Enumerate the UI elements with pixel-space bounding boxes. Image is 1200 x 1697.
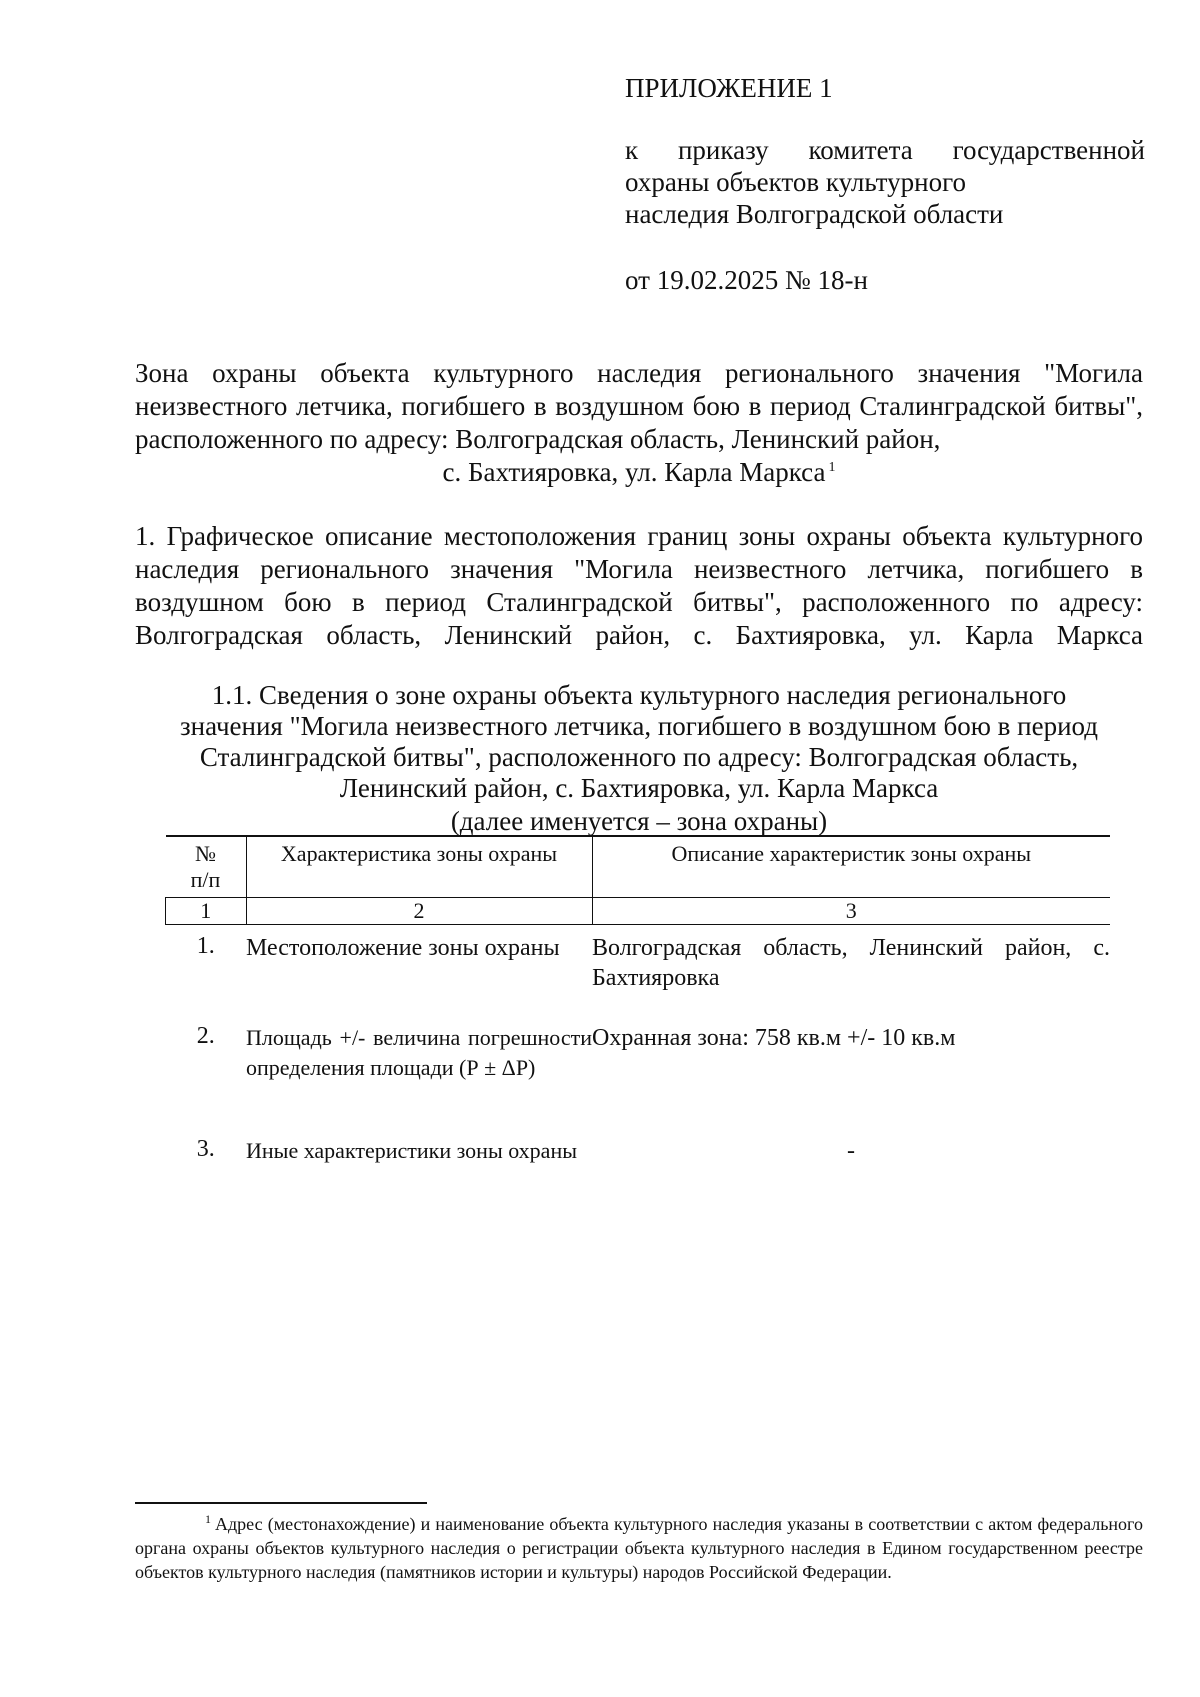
document-title-last-line (135, 456, 1143, 489)
row-description: Охранная зона: 758 кв.м +/- 10 кв.м (592, 1025, 956, 1051)
row-description: - (847, 1138, 855, 1164)
column-number-3: 3 (592, 898, 1110, 925)
header-characteristic: Характеристика зоны охраны (246, 836, 592, 898)
footnote (135, 1512, 1143, 1584)
subsection-1-1-definition: (далее именуется – зона охраны) (450, 806, 828, 836)
document-title-address-end: с. Бахтияровка, ул. Карла Маркса (442, 457, 826, 487)
footnote-text: Адрес (местонахождение) и наименование объекта культурного наследия указаны в соответствии с актом федерального органа охраны объектов культурного наследия о регистрации объекта культурного наследия в Едином государственном реестре объектов культурного наследия (памятников истории и культуры) народов Российской Федерации. (135, 1514, 1143, 1582)
appendix-header (625, 72, 1145, 296)
footnote-number: 1 (205, 1512, 211, 1526)
footnote-separator (135, 1502, 427, 1504)
table-row (166, 1128, 1111, 1166)
row-description: Волгоградская область, Ленинский район, с. Бахтияровка (592, 935, 1110, 991)
order-date-number: от 19.02.2025 № 18-н (625, 265, 868, 295)
protection-zone-table (165, 835, 1110, 1166)
row-number: 3. (196, 1136, 215, 1162)
order-reference-first-line: к приказу комитета государственной (625, 135, 1145, 165)
table-row (166, 1015, 1111, 1128)
column-number-row (166, 898, 1111, 925)
table-row (166, 925, 1111, 1016)
header-number: № п/п (166, 836, 247, 898)
column-number-1: 1 (166, 898, 247, 925)
row-characteristic: Площадь +/- величина погрешности определения площади (Р ± ΔР) (246, 1025, 592, 1080)
row-characteristic: Местоположение зоны охраны (246, 935, 560, 961)
table-header-row (166, 836, 1111, 898)
appendix-title: ПРИЛОЖЕНИЕ 1 (625, 73, 833, 103)
document-title (135, 357, 1143, 489)
column-number-2: 2 (246, 898, 592, 925)
footnote-reference-mark: 1 (828, 460, 836, 475)
row-number: 2. (196, 1023, 215, 1049)
header-description: Описание характеристик зоны охраны (592, 836, 1110, 898)
row-characteristic: Иные характеристики зоны охраны (246, 1138, 577, 1163)
order-reference-issuer: охраны объектов культурного наследия Волгоградской области (625, 167, 1004, 229)
subsection-1-1-heading: 1.1. Сведения о зоне охраны объекта культурного наследия регионального значения "Могила неизвестного летчика, погибшего в воздушном бою в период Сталинградской битвы", расположенного по адресу: Волгоградская область, Ленинский район, с. Бахтияровка, ул. Карла Маркса (179, 680, 1099, 803)
section-1-paragraph: 1. Графическое описание местоположения границ зоны охраны объекта культурного наследия регионального значения "Могила неизвестного летчика, погибшего в воздушном бою в период Сталинградской битвы", расположенного по адресу: Волгоградская область, Ленинский район, с. Бахтияровка, ул. Карла Маркса (135, 521, 1143, 650)
document-title-text: Зона охраны объекта культурного наследия регионального значения "Могила неизвестного летчика, погибшего в воздушном бою в период Сталинградской битвы", расположенного по адресу: Волгоградская область, Ленинский район, (135, 358, 1143, 454)
row-number: 1. (196, 933, 215, 959)
